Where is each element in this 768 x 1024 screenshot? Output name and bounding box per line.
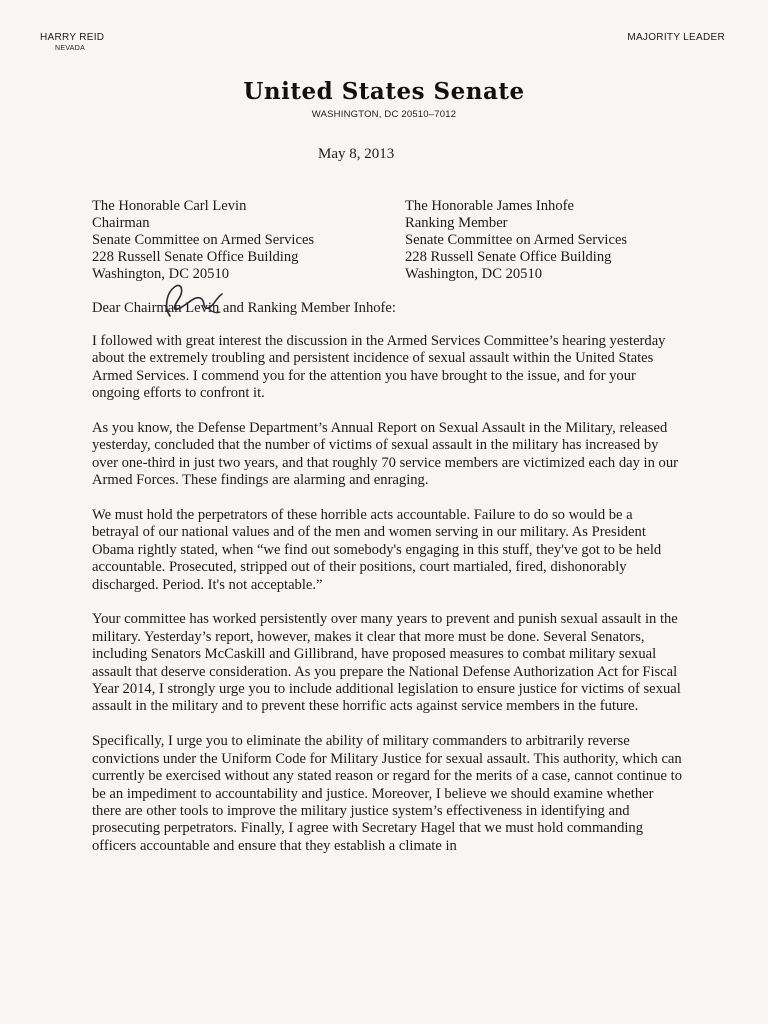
body-paragraph: Specifically, I urge you to eliminate the ability of military commanders to arbitrarily reverse convictions under the Uniform Code for Military Justice for sexual assault. This authority, which can currently be exercised without any stated reason or regard for the merits of a case, cannot continue to be an impediment to accountability and justice. Moreover, I believe we should examine whether there are other tools to improve the military justice system’s effectiveness in identifying and prosecuting perpetrators. Finally, I agree with Secretary Hagel that we must hold commanding officers accountable and ensure that they establish a climate in xyxy=(92,733,683,854)
letter-date: May 8, 2013 xyxy=(318,146,395,162)
body-paragraph: I followed with great interest the discussion in the Armed Services Committee’s hearing yesterday about the extremely troubling and persistent incidence of sexual assault within the United States Armed Services. I commend you for the attention you have brought to the issue, and for your ongoing efforts to confront it. xyxy=(92,333,666,402)
recipient-block-left xyxy=(92,198,314,283)
recipient-line: Chairman xyxy=(92,215,150,231)
body-paragraph: As you know, the Defense Department’s Annual Report on Sexual Assault in the Military, released yesterday, concluded that the number of victims of sexual assault in the military has increased by over one-third in just two years, and that roughly 70 service members are victimized each day in our Armed Forces. These findings are alarming and enraging. xyxy=(92,420,678,489)
sender-state: NEVADA xyxy=(55,45,86,52)
recipient-line: 228 Russell Senate Office Building xyxy=(92,249,299,265)
letter-body xyxy=(92,333,682,873)
recipient-line: Ranking Member xyxy=(405,215,508,231)
recipient-line: Senate Committee on Armed Services xyxy=(405,232,628,248)
recipient-line: Senate Committee on Armed Services xyxy=(92,232,315,248)
salutation: Dear Chairman Levin and Ranking Member Inhofe: xyxy=(92,300,396,316)
recipient-line: Washington, DC 20510 xyxy=(92,266,230,282)
sender-name: HARRY REID xyxy=(40,32,105,43)
sender-title: MAJORITY LEADER xyxy=(627,32,725,43)
letterhead-address: WASHINGTON, DC 20510–7012 xyxy=(311,109,457,120)
handwritten-annotation-icon xyxy=(150,278,240,322)
letterhead-title: United States Senate xyxy=(243,78,525,105)
recipient-line: The Honorable James Inhofe xyxy=(405,198,574,214)
recipient-block-right xyxy=(405,198,627,283)
body-paragraph: We must hold the perpetrators of these horrible acts accountable. Failure to do so would be a betrayal of our national values and of the men and women serving in our military. As President Obama rightly stated, when “we find out somebody's engaging in this stuff, they've got to be held accountable. Prosecuted, stripped out of their positions, court martialed, fired, dishonorably discharged. Period. It's not acceptable.” xyxy=(92,507,662,593)
recipient-line: 228 Russell Senate Office Building xyxy=(405,249,612,265)
recipient-line: The Honorable Carl Levin xyxy=(92,198,247,214)
recipient-line: Washington, DC 20510 xyxy=(405,266,543,282)
body-paragraph: Your committee has worked persistently over many years to prevent and punish sexual assault in the military. Yesterday’s report, however, makes it clear that more must be done. Several Senators, including Senators McCaskill and Gillibrand, have proposed measures to combat military sexual assault that deserve consideration. As you prepare the National Defense Authorization Act for Fiscal Year 2014, I strongly urge you to include additional legislation to ensure justice for victims of sexual assault in the military and to prevent these horrific acts against service members in the future. xyxy=(92,611,681,715)
